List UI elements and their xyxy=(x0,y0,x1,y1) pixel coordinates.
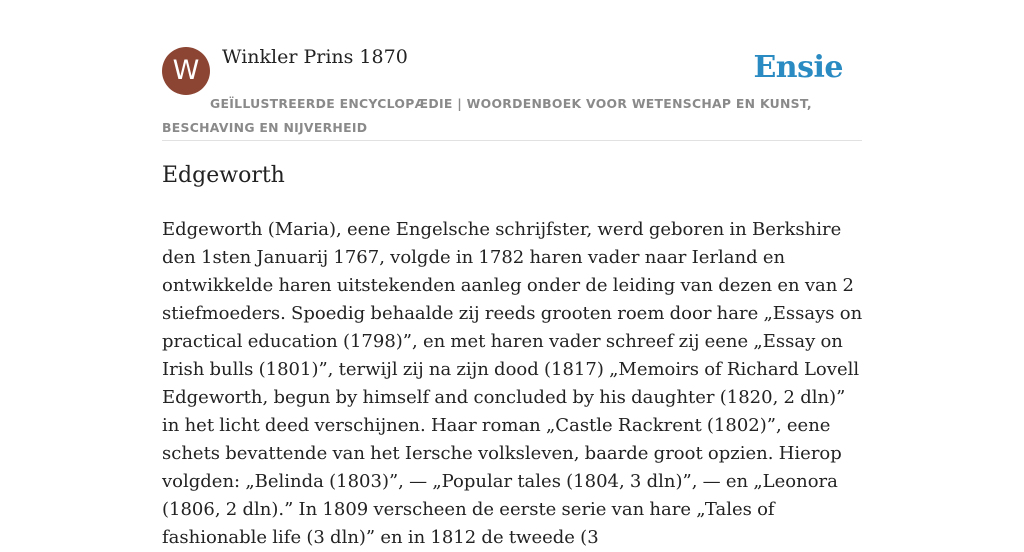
entry-text: Edgeworth (Maria), eene Engelsche schrijfster, werd geboren in Berkshire den 1sten Januarij 1767, volgde in 1782 haren vader naar Ierland en ontwikkelde haren uitstekenden aanleg onder de leiding van dezen en van 2 stiefmoeders. Spoedig behaalde zij reeds grooten roem door hare „Essays on practical education (1798)”, en met haren vader schreef zij eene „Essay on Irish bulls (1801)”, terwijl zij na zijn dood (1817) „Memoirs of Richard Lovell Edgeworth, begun by himself and concluded by his daughter (1820, 2 dln)” in het licht deed verschijnen. Haar roman „Castle Rackrent (1802)”, eene schets bevattende van het Iersche volksleven, baarde groot opzien. Hierop volgden: „Belinda (1803)”, — „Popular tales (1804, 3 dln)”, — en „Leonora (1806, 2 dln).” In 1809 verscheen de eerste serie van hare „Tales of fashionable life (3 dln)” en in 1812 de tweede (3 xyxy=(162,219,863,548)
source-subtitle: GEÏLLUSTREERDE ENCYCLOPÆDIE | WOORDENBOEK VOOR WETENSCHAP EN KUNST, BESCHAVING EN NIJVERHEID xyxy=(162,96,812,135)
entry-title: Edgeworth xyxy=(162,163,285,188)
source-title-link[interactable]: Winkler Prins 1870 xyxy=(222,46,408,68)
ensie-logo[interactable]: Ensie xyxy=(753,50,843,85)
source-header xyxy=(162,46,862,141)
source-avatar[interactable]: W xyxy=(162,47,210,95)
